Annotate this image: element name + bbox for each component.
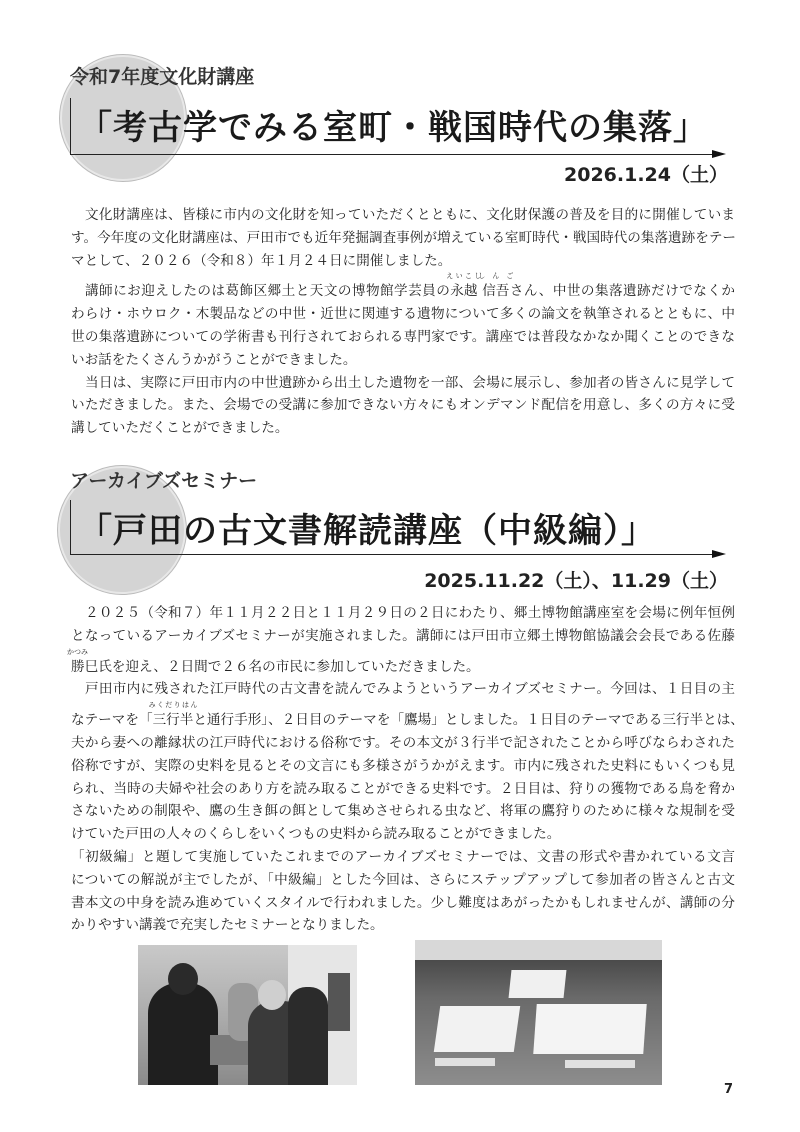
seminar-photo-participants [138,945,357,1085]
text-segment: 俗称ですが、実際の史料を見るとその文言にも多様さがうかがえます。市内に残された史料にもいくつも見 [71,757,735,774]
ruby-word [478,272,514,303]
text-line [71,326,735,349]
text-segment: す。今年度の文化財講座は、戸田市でも近年発掘調査事例が増えている室町時代・戦国時代の集落遺跡をテー [71,229,737,246]
text-line [71,417,735,440]
ruby-reading: えいこし [446,272,482,281]
text-segment: さん、中世の集落遺跡だけでなくか [509,283,735,300]
text-segment: わらけ・ホウロク・木製品などの中世・近世に関連する遺物について多くの論文を執筆されるとともに、中 [71,306,735,323]
text-segment: 氏を迎え、２日間で２６名の市民に参加していただきました。 [98,658,480,675]
section1-title: 「考古学でみる室町・戦国時代の集落」 [78,108,708,148]
ruby-base: 勝巳 [71,658,99,675]
text-line [71,800,735,823]
text-line [71,755,735,778]
text-line [71,250,735,273]
text-line [71,846,735,869]
text-line [71,869,735,892]
text-segment: マとして、２０２６（令和８）年１月２４日に開催しました。 [71,252,452,269]
text-line [71,701,744,732]
text-line [71,823,735,846]
ruby-base: 永越 [450,283,478,300]
text-segment: 夫から妻への離縁状の江戸時代における俗称です。その本文が３行半で記されたことから呼びならわされた [71,734,735,751]
text-line [71,349,735,372]
section2-kicker: アーカイブズセミナー [70,470,258,492]
text-line [71,732,735,755]
text-segment: ２０２５（令和７）年１１月２２日と１１月２９日の２日にわたり、郷土博物館講座室を会場に例年恒例 [85,605,735,621]
text-segment: 講師にお迎えしたのは葛飾区郷土と天文の博物館学芸員の [85,283,451,300]
page-number: 7 [724,1082,734,1097]
text-segment: かりやすい講義で充実したセミナーとなりました。 [71,917,384,934]
text-line [71,227,735,250]
text-line [71,272,735,303]
text-segment: なテーマを「 [71,712,153,729]
text-segment: 当日は、実際に戸田市内の中世遺跡から出土した遺物を一部、会場に展示し、参加者の皆さんに見学して [85,374,735,391]
section1-date: 2026.1.24（土） [564,164,728,186]
text-segment: 「初級編」と題して実施していたこれまでのアーカイブズセミナーでは、文書の形式や書かれている文言 [71,848,735,865]
text-line [71,892,735,915]
section1-kicker: 令和7年度文化財講座 [70,66,255,88]
text-segment: いお話をたくさんうかがうことができました。 [71,351,357,368]
text-segment: 書本文の中身を読み進めていくスタイルで行われました。少し難度はあがったかもしれませんが、講師の分 [71,894,735,911]
text-line [71,625,735,648]
divider-line [70,154,715,155]
ruby-base: 信吾 [482,283,510,300]
text-line [71,394,735,417]
text-segment: さないための制限や、鷹の生き餌の餌として集めさせられる虫など、将軍の鷹狩りのために様々な規制を受 [71,803,735,820]
text-segment: 戸田市内に残された江戸時代の古文書を読んでみようというアーカイブズセミナー。今回は、１日目の主 [85,681,735,698]
title-bracket-line [70,500,71,555]
section2-body [67,602,744,937]
ruby-reading: みくだりはん [148,701,198,710]
text-segment: 世の集落遺跡についての学術書も刊行されておられる専門家です。講座では普段なかなか聞くことのできな [71,328,735,345]
text-segment: となっているアーカイブズセミナーが実施されました。講師には戸田市立郷土博物館協議会会長である佐藤 [71,627,735,644]
text-segment: いただきました。また、会場での受講に参加できない方々にもオンデマンド配信を用意し、多くの方々に受 [71,397,735,414]
divider-line [70,554,715,555]
text-segment: 文化財講座は、皆様に市内の文化財を知っていただくとともに、文化財保護の普及を目的に開催していま [85,207,735,223]
section1-body [71,204,735,440]
section2-date: 2025.11.22（土）、11.29（土） [424,570,728,592]
text-line [71,303,735,326]
ruby-word [148,701,198,732]
text-line [71,372,735,395]
ruby-base: 三行半 [152,712,194,729]
text-segment: けていた戸田の人々のくらしをいくつもの史料から読み取ることができました。 [71,826,561,843]
title-bracket-line [70,98,71,155]
text-segment: 講していただくことができました。 [71,420,289,437]
text-line [71,678,735,701]
text-line [71,204,735,227]
ruby-word [446,272,482,303]
text-segment: についての解説が主でしたが、「中級編」とした今回は、さらにステップアップして参加者の皆さんと古文 [71,871,735,888]
ruby-reading: かつみ [67,647,88,656]
ruby-reading: しんご [478,272,514,281]
arrow-icon [712,150,726,158]
ruby-word [67,647,99,679]
text-line [71,914,735,937]
text-line [71,778,735,801]
text-line [71,602,735,625]
section2-title: 「戸田の古文書解読講座（中級編）」 [78,511,656,551]
text-segment: と通行手形」、２日目のテーマを「鷹場」としました。１日目のテーマである三行半とは、 [193,712,744,729]
text-line [67,647,735,679]
text-segment: られ、当時の夫婦や社会のあり方を読み取ることができる史料です。２日目は、狩りの獲物である鳥を脅か [71,780,735,797]
seminar-photo-documents-display [415,940,662,1085]
arrow-icon [712,550,726,558]
